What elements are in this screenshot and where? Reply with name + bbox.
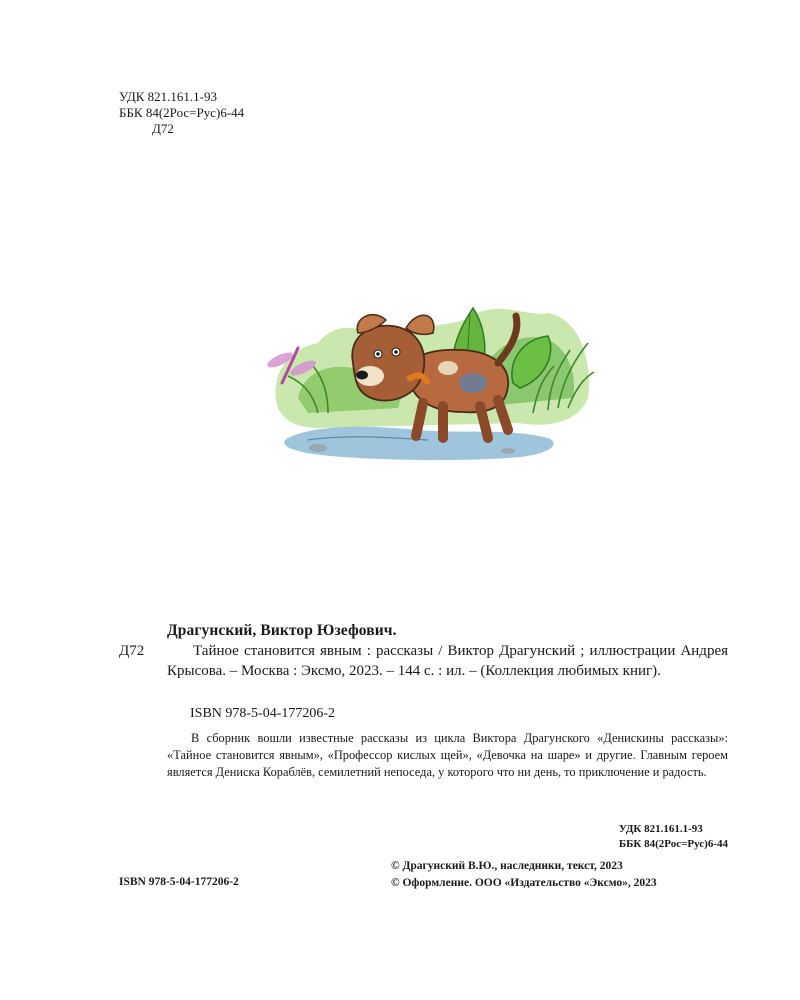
author-mark: Д72 bbox=[152, 121, 174, 136]
record-author: Драгунский, Виктор Юзефович. bbox=[167, 622, 397, 639]
copyright-text-line: © Драгунский В.Ю., наследники, текст, 2023 bbox=[391, 860, 623, 872]
footer-isbn: ISBN 978-5-04-177206-2 bbox=[119, 876, 239, 888]
bottom-classification-codes bbox=[619, 822, 728, 852]
top-classification-codes bbox=[119, 89, 244, 137]
record-isbn: ISBN 978-5-04-177206-2 bbox=[190, 706, 336, 721]
dog-in-grass-illustration bbox=[258, 288, 598, 468]
bibliographic-description bbox=[167, 641, 728, 681]
copyright-design-line: © Оформление. ООО «Издательство «Эксмо», 2023 bbox=[391, 877, 657, 889]
record-author-mark: Д72 bbox=[119, 643, 145, 659]
udk-code: УДК 821.161.1-93 bbox=[119, 89, 218, 104]
bottom-bbk-code: ББК 84(2Рос=Рус)6-44 bbox=[618, 838, 728, 850]
annotation bbox=[167, 730, 728, 781]
description-text: Тайное становится явным : рассказы / Виктор Драгунский ; иллюстрации Андрея Крысова. – Москва : Эксмо, 2023. – 144 с. : ил. – (Коллекция любимых книг). bbox=[167, 643, 728, 679]
bottom-udk-code: УДК 821.161.1-93 bbox=[618, 823, 703, 835]
copyright-block bbox=[391, 858, 657, 892]
bbk-code: ББК 84(2Рос=Рус)6-44 bbox=[119, 105, 245, 120]
annotation-text: В сборник вошли известные рассказы из цикла Виктора Драгунского «Денискины рассказы»: «Тайное становится явным», «Профессор кислых щей», «Девочка на шаре» и другие. Главным героем является Дениска Кораблёв, семилетний непоседа, у которого что ни день, то приключение и радость. bbox=[167, 731, 728, 779]
